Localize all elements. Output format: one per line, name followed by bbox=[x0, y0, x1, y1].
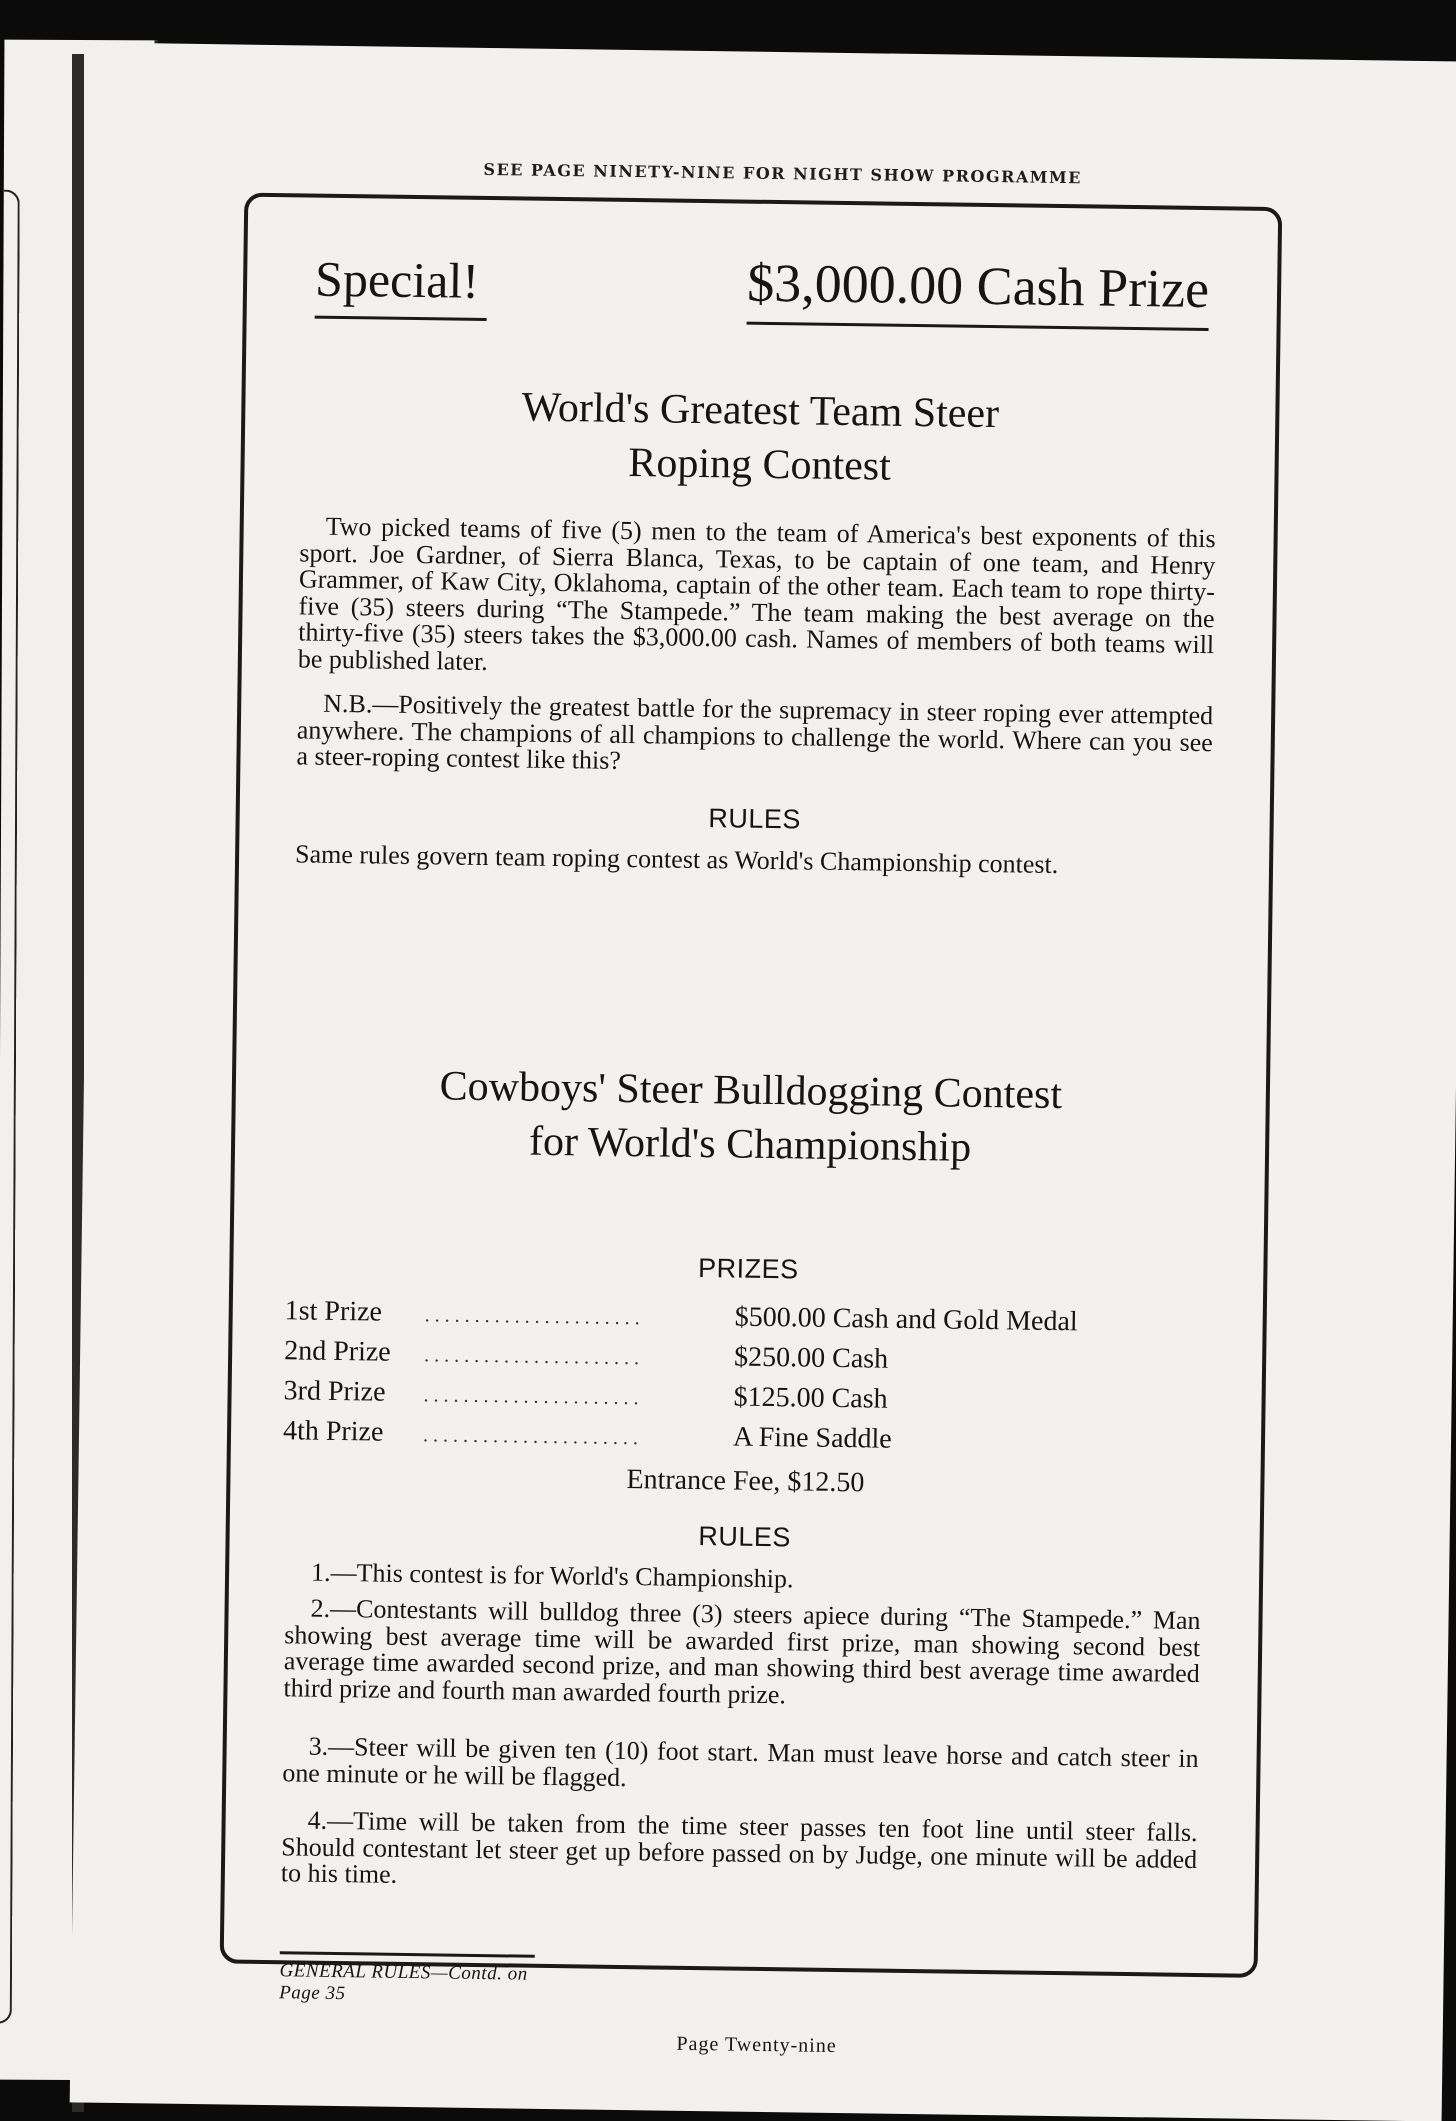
prize-award: $250.00 Cash bbox=[733, 1341, 889, 1375]
page bbox=[70, 43, 1456, 2121]
prize-award: A Fine Saddle bbox=[732, 1421, 892, 1455]
team-roping-note: N.B.—Positively the greatest battle for the supremacy in steer roping ever attempted anywhere. The champions of all champions to challenge the world. Where can you see a steer-roping contest like this? bbox=[296, 688, 1214, 775]
leader-dots: ...................... bbox=[423, 1384, 644, 1410]
leader-dots: ...................... bbox=[422, 1424, 644, 1450]
prize-list bbox=[283, 1292, 1185, 1465]
prize-award: $500.00 Cash and Gold Medal bbox=[734, 1301, 1078, 1338]
team-roping-title-line2: Roping Contest bbox=[628, 439, 892, 490]
page-number: Page Twenty-nine bbox=[676, 2032, 837, 2058]
prize-name: 3rd Prize bbox=[283, 1375, 386, 1408]
team-roping-rules-heading: RULES bbox=[708, 803, 802, 835]
rule-item: 4.—Time will be taken from the time steer passes ten foot line until steer falls. Should contestant let steer get up before passed on by Judge, one minute will be added to his time. bbox=[280, 1805, 1198, 1889]
general-rules-footnote: GENERAL RULES—Contd. on Page 35 bbox=[279, 1951, 535, 2008]
special-banner bbox=[315, 246, 1210, 331]
team-roping-title bbox=[244, 377, 1275, 499]
bulldogging-rules-heading: RULES bbox=[698, 1521, 792, 1553]
page-header: SEE PAGE NINETY-NINE FOR NIGHT SHOW PROGRAMME bbox=[483, 159, 1083, 188]
content-frame bbox=[220, 193, 1283, 2005]
facing-page-border bbox=[0, 190, 20, 2024]
leader-dots: ...................... bbox=[424, 1304, 645, 1330]
prize-name: 2nd Prize bbox=[283, 1335, 391, 1368]
team-roping-description: Two picked teams of five (5) men to the team of America's best exponents of this sport. Joe Gardner, of Sierra Blanca, Texas, to be captain of one team, and Henry Grammer, of Kaw City, Oklahoma, captain of the other team. Each team to rope thirty-five (35) steers during “The Stampede.” The team making the best average on the thirty-five (35) steers takes the $3,000.00 cash. Names of members of both teams will be published later. bbox=[297, 511, 1216, 676]
team-roping-rules-text: Same rules govern team roping contest as World's Championship contest. bbox=[294, 839, 1059, 880]
rule-item: 3.—Steer will be given ten (10) foot start. Man must leave horse and catch steer in one minute or he will be flagged. bbox=[282, 1731, 1199, 1792]
entrance-fee: Entrance Fee, $12.50 bbox=[626, 1464, 865, 1499]
bulldogging-title bbox=[235, 1057, 1266, 1179]
cash-prize-label: $3,000.00 Cash Prize bbox=[747, 252, 1210, 331]
bulldogging-title-line2: for World's Championship bbox=[528, 1118, 972, 1171]
prize-award: $125.00 Cash bbox=[733, 1381, 888, 1415]
prizes-heading: PRIZES bbox=[697, 1253, 799, 1285]
prize-name: 1st Prize bbox=[284, 1295, 383, 1328]
special-label: Special! bbox=[315, 250, 488, 321]
team-roping-title-line1: World's Greatest Team Steer bbox=[521, 384, 1000, 438]
rule-item: 2.—Contestants will bulldog three (3) steers apiece during “The Stampede.” Man showing best average time will be awarded first prize, man showing second best average time awarded second prize, and man showing third best average time awarded third prize and fourth man awarded fourth prize. bbox=[283, 1593, 1201, 1709]
leader-dots: ...................... bbox=[423, 1344, 645, 1370]
bulldogging-title-line1: Cowboys' Steer Bulldogging Contest bbox=[439, 1063, 1063, 1119]
prize-name: 4th Prize bbox=[282, 1415, 384, 1448]
rule-item: 1.—This contest is for World's Championship. bbox=[310, 1557, 794, 1594]
